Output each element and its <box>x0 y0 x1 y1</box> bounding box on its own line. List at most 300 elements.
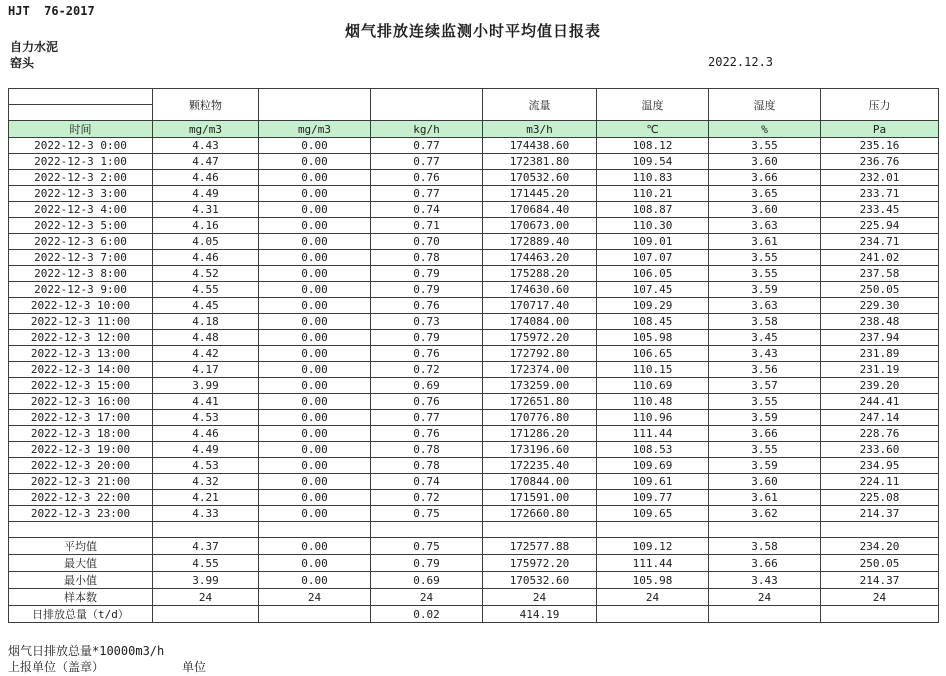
value-cell: 4.49 <box>153 442 259 458</box>
value-cell <box>597 606 709 623</box>
value-cell: 0.74 <box>371 474 483 490</box>
value-cell: 24 <box>821 589 939 606</box>
value-cell: 0.00 <box>259 154 371 170</box>
time-cell: 2022-12-3 19:00 <box>9 442 153 458</box>
col-header-particulate: 颗粒物 <box>153 89 259 121</box>
value-cell: 4.46 <box>153 250 259 266</box>
value-cell: 106.05 <box>597 266 709 282</box>
value-cell: 106.65 <box>597 346 709 362</box>
time-cell: 2022-12-3 3:00 <box>9 186 153 202</box>
value-cell: 0.72 <box>371 490 483 506</box>
value-cell: 170532.60 <box>483 170 597 186</box>
value-cell: 4.46 <box>153 426 259 442</box>
value-cell: 172651.80 <box>483 394 597 410</box>
value-cell: 171591.00 <box>483 490 597 506</box>
value-cell: 0.00 <box>259 410 371 426</box>
time-cell: 2022-12-3 4:00 <box>9 202 153 218</box>
value-cell: 3.59 <box>709 458 821 474</box>
value-cell: 234.71 <box>821 234 939 250</box>
value-cell: 0.69 <box>371 572 483 589</box>
value-cell: 4.55 <box>153 555 259 572</box>
value-cell: 0.00 <box>259 170 371 186</box>
value-cell: 4.49 <box>153 186 259 202</box>
footer-unit-label: 单位 <box>182 660 207 674</box>
value-cell: 24 <box>371 589 483 606</box>
value-cell: 0.00 <box>259 282 371 298</box>
value-cell: 236.76 <box>821 154 939 170</box>
table-body <box>9 138 939 522</box>
hour-data-row <box>9 282 939 298</box>
hour-data-row <box>9 138 939 154</box>
value-cell <box>709 606 821 623</box>
value-cell: 244.41 <box>821 394 939 410</box>
value-cell: 225.08 <box>821 490 939 506</box>
value-cell: 175288.20 <box>483 266 597 282</box>
value-cell: 233.60 <box>821 442 939 458</box>
blank-row <box>9 522 939 538</box>
unit-cell: kg/h <box>371 121 483 138</box>
value-cell: 0.00 <box>259 426 371 442</box>
summary-row <box>9 538 939 555</box>
table-summary <box>9 522 939 623</box>
report-table <box>8 88 939 623</box>
value-cell: 111.44 <box>597 555 709 572</box>
value-cell: 0.00 <box>259 442 371 458</box>
value-cell: 0.72 <box>371 362 483 378</box>
value-cell: 3.61 <box>709 490 821 506</box>
value-cell: 0.69 <box>371 378 483 394</box>
unit-cell: mg/m3 <box>259 121 371 138</box>
value-cell: 110.21 <box>597 186 709 202</box>
value-cell: 233.71 <box>821 186 939 202</box>
col-header-temperature: 温度 <box>597 89 709 121</box>
value-cell: 108.53 <box>597 442 709 458</box>
standard-code: HJT 76-2017 <box>8 4 95 18</box>
value-cell: 3.59 <box>709 282 821 298</box>
value-cell: 170684.40 <box>483 202 597 218</box>
value-cell: 0.00 <box>259 474 371 490</box>
value-cell: 0.00 <box>259 250 371 266</box>
value-cell: 3.55 <box>709 266 821 282</box>
value-cell: 4.47 <box>153 154 259 170</box>
value-cell: 4.42 <box>153 346 259 362</box>
value-cell: 3.66 <box>709 555 821 572</box>
value-cell: 3.99 <box>153 572 259 589</box>
value-cell: 170776.80 <box>483 410 597 426</box>
value-cell: 4.53 <box>153 410 259 426</box>
value-cell: 172792.80 <box>483 346 597 362</box>
col-header-blank-2 <box>371 89 483 121</box>
value-cell: 231.19 <box>821 362 939 378</box>
value-cell: 172660.80 <box>483 506 597 522</box>
summary-label-cell: 最大值 <box>9 555 153 572</box>
value-cell: 3.57 <box>709 378 821 394</box>
time-cell: 2022-12-3 15:00 <box>9 378 153 394</box>
time-cell: 2022-12-3 16:00 <box>9 394 153 410</box>
value-cell: 105.98 <box>597 572 709 589</box>
value-cell: 3.45 <box>709 330 821 346</box>
value-cell: 4.48 <box>153 330 259 346</box>
unit-cell: mg/m3 <box>153 121 259 138</box>
value-cell: 4.21 <box>153 490 259 506</box>
time-cell: 2022-12-3 6:00 <box>9 234 153 250</box>
value-cell <box>821 606 939 623</box>
value-cell: 0.77 <box>371 186 483 202</box>
value-cell: 232.01 <box>821 170 939 186</box>
company-name: 自力水泥 <box>10 40 59 54</box>
time-cell: 2022-12-3 18:00 <box>9 426 153 442</box>
col-header-flow: 流量 <box>483 89 597 121</box>
time-cell: 2022-12-3 12:00 <box>9 330 153 346</box>
hour-data-row <box>9 154 939 170</box>
col-header-pressure: 压力 <box>821 89 939 121</box>
value-cell <box>259 606 371 623</box>
hour-data-row <box>9 394 939 410</box>
value-cell: 110.83 <box>597 170 709 186</box>
value-cell: 105.98 <box>597 330 709 346</box>
summary-row <box>9 555 939 572</box>
value-cell: 4.43 <box>153 138 259 154</box>
value-cell: 170717.40 <box>483 298 597 314</box>
value-cell: 0.78 <box>371 442 483 458</box>
time-cell: 2022-12-3 23:00 <box>9 506 153 522</box>
value-cell: 109.69 <box>597 458 709 474</box>
value-cell: 214.37 <box>821 572 939 589</box>
value-cell <box>153 522 259 538</box>
value-cell: 174084.00 <box>483 314 597 330</box>
value-cell: 4.52 <box>153 266 259 282</box>
value-cell: 108.87 <box>597 202 709 218</box>
hour-data-row <box>9 266 939 282</box>
value-cell: 3.65 <box>709 186 821 202</box>
value-cell: 0.00 <box>259 346 371 362</box>
value-cell: 171445.20 <box>483 186 597 202</box>
value-cell: 24 <box>709 589 821 606</box>
value-cell: 109.77 <box>597 490 709 506</box>
value-cell: 107.45 <box>597 282 709 298</box>
value-cell: 229.30 <box>821 298 939 314</box>
value-cell: 3.59 <box>709 410 821 426</box>
time-cell: 2022-12-3 13:00 <box>9 346 153 362</box>
value-cell: 0.00 <box>259 394 371 410</box>
value-cell <box>821 522 939 538</box>
value-cell: 24 <box>597 589 709 606</box>
value-cell: 109.01 <box>597 234 709 250</box>
value-cell: 174630.60 <box>483 282 597 298</box>
value-cell: 107.07 <box>597 250 709 266</box>
value-cell: 0.78 <box>371 458 483 474</box>
time-cell: 2022-12-3 11:00 <box>9 314 153 330</box>
value-cell: 241.02 <box>821 250 939 266</box>
value-cell: 0.02 <box>371 606 483 623</box>
value-cell: 0.73 <box>371 314 483 330</box>
value-cell: 238.48 <box>821 314 939 330</box>
value-cell: 234.95 <box>821 458 939 474</box>
hour-data-row <box>9 234 939 250</box>
value-cell: 4.33 <box>153 506 259 522</box>
value-cell: 0.76 <box>371 298 483 314</box>
value-cell <box>597 522 709 538</box>
value-cell: 0.79 <box>371 330 483 346</box>
value-cell: 0.74 <box>371 202 483 218</box>
value-cell: 0.00 <box>259 314 371 330</box>
value-cell: 170844.00 <box>483 474 597 490</box>
value-cell: 0.76 <box>371 170 483 186</box>
value-cell: 3.60 <box>709 154 821 170</box>
value-cell: 171286.20 <box>483 426 597 442</box>
value-cell: 3.56 <box>709 362 821 378</box>
value-cell: 247.14 <box>821 410 939 426</box>
value-cell: 110.30 <box>597 218 709 234</box>
value-cell: 239.20 <box>821 378 939 394</box>
hour-data-row <box>9 250 939 266</box>
value-cell: 228.76 <box>821 426 939 442</box>
value-cell: 175972.20 <box>483 555 597 572</box>
hour-data-row <box>9 410 939 426</box>
footer-note: 烟气日排放总量*10000m3/h <box>8 644 165 658</box>
value-cell: 4.41 <box>153 394 259 410</box>
value-cell <box>259 522 371 538</box>
value-cell: 172889.40 <box>483 234 597 250</box>
report-date: 2022.12.3 <box>708 55 774 69</box>
value-cell: 0.00 <box>259 572 371 589</box>
value-cell: 3.58 <box>709 538 821 555</box>
unit-header-row <box>9 121 939 138</box>
value-cell: 3.63 <box>709 298 821 314</box>
value-cell: 3.55 <box>709 138 821 154</box>
value-cell <box>371 522 483 538</box>
value-cell: 109.54 <box>597 154 709 170</box>
time-cell: 2022-12-3 5:00 <box>9 218 153 234</box>
col-header-humidity: 湿度 <box>709 89 821 121</box>
hour-data-row <box>9 298 939 314</box>
time-cell: 2022-12-3 0:00 <box>9 138 153 154</box>
value-cell: 233.45 <box>821 202 939 218</box>
value-cell: 0.71 <box>371 218 483 234</box>
hour-data-row <box>9 314 939 330</box>
value-cell: 172381.80 <box>483 154 597 170</box>
value-cell: 237.58 <box>821 266 939 282</box>
hour-data-row <box>9 330 939 346</box>
corner-cell-top <box>9 89 153 105</box>
value-cell: 250.05 <box>821 282 939 298</box>
value-cell: 0.00 <box>259 362 371 378</box>
value-cell: 0.00 <box>259 218 371 234</box>
value-cell: 170532.60 <box>483 572 597 589</box>
value-cell: 0.76 <box>371 426 483 442</box>
value-cell: 0.00 <box>259 234 371 250</box>
value-cell: 4.45 <box>153 298 259 314</box>
value-cell: 172235.40 <box>483 458 597 474</box>
value-cell: 0.00 <box>259 458 371 474</box>
unit-cell: m3/h <box>483 121 597 138</box>
value-cell <box>483 522 597 538</box>
value-cell: 3.55 <box>709 442 821 458</box>
value-cell: 0.77 <box>371 138 483 154</box>
station-name: 窑头 <box>10 56 35 70</box>
time-header-cell: 时间 <box>9 121 153 138</box>
value-cell: 109.29 <box>597 298 709 314</box>
value-cell: 0.00 <box>259 138 371 154</box>
summary-row <box>9 572 939 589</box>
value-cell: 0.78 <box>371 250 483 266</box>
value-cell: 4.05 <box>153 234 259 250</box>
hour-data-row <box>9 378 939 394</box>
value-cell: 3.55 <box>709 394 821 410</box>
value-cell: 3.60 <box>709 474 821 490</box>
time-cell: 2022-12-3 2:00 <box>9 170 153 186</box>
value-cell: 237.94 <box>821 330 939 346</box>
value-cell: 108.45 <box>597 314 709 330</box>
footer-report-unit: 上报单位（盖章） <box>8 660 105 674</box>
value-cell: 110.15 <box>597 362 709 378</box>
value-cell: 0.79 <box>371 282 483 298</box>
value-cell: 174463.20 <box>483 250 597 266</box>
hour-data-row <box>9 506 939 522</box>
value-cell: 0.00 <box>259 186 371 202</box>
value-cell: 0.76 <box>371 346 483 362</box>
page-title: 烟气排放连续监测小时平均值日报表 <box>344 22 601 40</box>
summary-label-cell: 样本数 <box>9 589 153 606</box>
value-cell: 414.19 <box>483 606 597 623</box>
value-cell: 172374.00 <box>483 362 597 378</box>
time-cell: 2022-12-3 22:00 <box>9 490 153 506</box>
summary-row <box>9 589 939 606</box>
hour-data-row <box>9 458 939 474</box>
value-cell: 24 <box>153 589 259 606</box>
value-cell: 0.00 <box>259 506 371 522</box>
value-cell: 235.16 <box>821 138 939 154</box>
value-cell: 224.11 <box>821 474 939 490</box>
value-cell: 172577.88 <box>483 538 597 555</box>
hour-data-row <box>9 426 939 442</box>
value-cell: 0.75 <box>371 506 483 522</box>
hour-data-row <box>9 202 939 218</box>
value-cell: 0.70 <box>371 234 483 250</box>
value-cell: 4.32 <box>153 474 259 490</box>
time-cell: 2022-12-3 9:00 <box>9 282 153 298</box>
value-cell: 0.00 <box>259 266 371 282</box>
value-cell: 3.43 <box>709 572 821 589</box>
value-cell: 4.53 <box>153 458 259 474</box>
value-cell: 175972.20 <box>483 330 597 346</box>
value-cell <box>153 606 259 623</box>
summary-label-cell: 最小值 <box>9 572 153 589</box>
value-cell: 0.00 <box>259 330 371 346</box>
value-cell: 173259.00 <box>483 378 597 394</box>
value-cell: 225.94 <box>821 218 939 234</box>
time-cell: 2022-12-3 14:00 <box>9 362 153 378</box>
value-cell: 0.77 <box>371 410 483 426</box>
value-cell: 110.48 <box>597 394 709 410</box>
value-cell: 3.99 <box>153 378 259 394</box>
time-cell: 2022-12-3 1:00 <box>9 154 153 170</box>
value-cell: 0.00 <box>259 378 371 394</box>
summary-label-cell: 平均值 <box>9 538 153 555</box>
value-cell: 3.66 <box>709 170 821 186</box>
time-cell: 2022-12-3 8:00 <box>9 266 153 282</box>
hour-data-row <box>9 218 939 234</box>
value-cell: 4.17 <box>153 362 259 378</box>
value-cell: 3.63 <box>709 218 821 234</box>
value-cell <box>709 522 821 538</box>
value-cell: 110.96 <box>597 410 709 426</box>
value-cell: 0.79 <box>371 555 483 572</box>
unit-cell: % <box>709 121 821 138</box>
value-cell: 234.20 <box>821 538 939 555</box>
summary-row <box>9 606 939 623</box>
value-cell: 4.55 <box>153 282 259 298</box>
value-cell: 3.43 <box>709 346 821 362</box>
value-cell: 214.37 <box>821 506 939 522</box>
value-cell: 3.66 <box>709 426 821 442</box>
value-cell: 3.60 <box>709 202 821 218</box>
value-cell: 3.58 <box>709 314 821 330</box>
time-cell: 2022-12-3 10:00 <box>9 298 153 314</box>
value-cell: 109.12 <box>597 538 709 555</box>
hour-data-row <box>9 490 939 506</box>
hour-data-row <box>9 346 939 362</box>
value-cell: 250.05 <box>821 555 939 572</box>
value-cell: 24 <box>483 589 597 606</box>
value-cell: 173196.60 <box>483 442 597 458</box>
value-cell: 0.00 <box>259 298 371 314</box>
value-cell: 231.89 <box>821 346 939 362</box>
unit-cell: Pa <box>821 121 939 138</box>
summary-label-cell: 日排放总量（t/d） <box>9 606 153 623</box>
col-header-blank-1 <box>259 89 371 121</box>
value-cell: 109.61 <box>597 474 709 490</box>
value-cell: 109.65 <box>597 506 709 522</box>
value-cell: 108.12 <box>597 138 709 154</box>
unit-cell: ℃ <box>597 121 709 138</box>
value-cell: 4.46 <box>153 170 259 186</box>
value-cell: 0.00 <box>259 538 371 555</box>
value-cell: 0.75 <box>371 538 483 555</box>
value-cell: 4.31 <box>153 202 259 218</box>
table-header <box>9 89 939 138</box>
time-cell <box>9 522 153 538</box>
value-cell: 0.76 <box>371 394 483 410</box>
value-cell: 174438.60 <box>483 138 597 154</box>
group-header-row <box>9 89 939 105</box>
time-cell: 2022-12-3 17:00 <box>9 410 153 426</box>
value-cell: 3.55 <box>709 250 821 266</box>
value-cell: 0.79 <box>371 266 483 282</box>
value-cell: 0.77 <box>371 154 483 170</box>
value-cell: 4.18 <box>153 314 259 330</box>
corner-cell-bottom <box>9 105 153 121</box>
value-cell: 4.16 <box>153 218 259 234</box>
value-cell: 0.00 <box>259 202 371 218</box>
value-cell: 24 <box>259 589 371 606</box>
value-cell: 170673.00 <box>483 218 597 234</box>
hour-data-row <box>9 474 939 490</box>
hour-data-row <box>9 170 939 186</box>
value-cell: 3.62 <box>709 506 821 522</box>
value-cell: 3.61 <box>709 234 821 250</box>
hour-data-row <box>9 362 939 378</box>
value-cell: 4.37 <box>153 538 259 555</box>
value-cell: 0.00 <box>259 490 371 506</box>
value-cell: 0.00 <box>259 555 371 572</box>
hour-data-row <box>9 442 939 458</box>
hour-data-row <box>9 186 939 202</box>
time-cell: 2022-12-3 21:00 <box>9 474 153 490</box>
time-cell: 2022-12-3 7:00 <box>9 250 153 266</box>
value-cell: 111.44 <box>597 426 709 442</box>
value-cell: 110.69 <box>597 378 709 394</box>
